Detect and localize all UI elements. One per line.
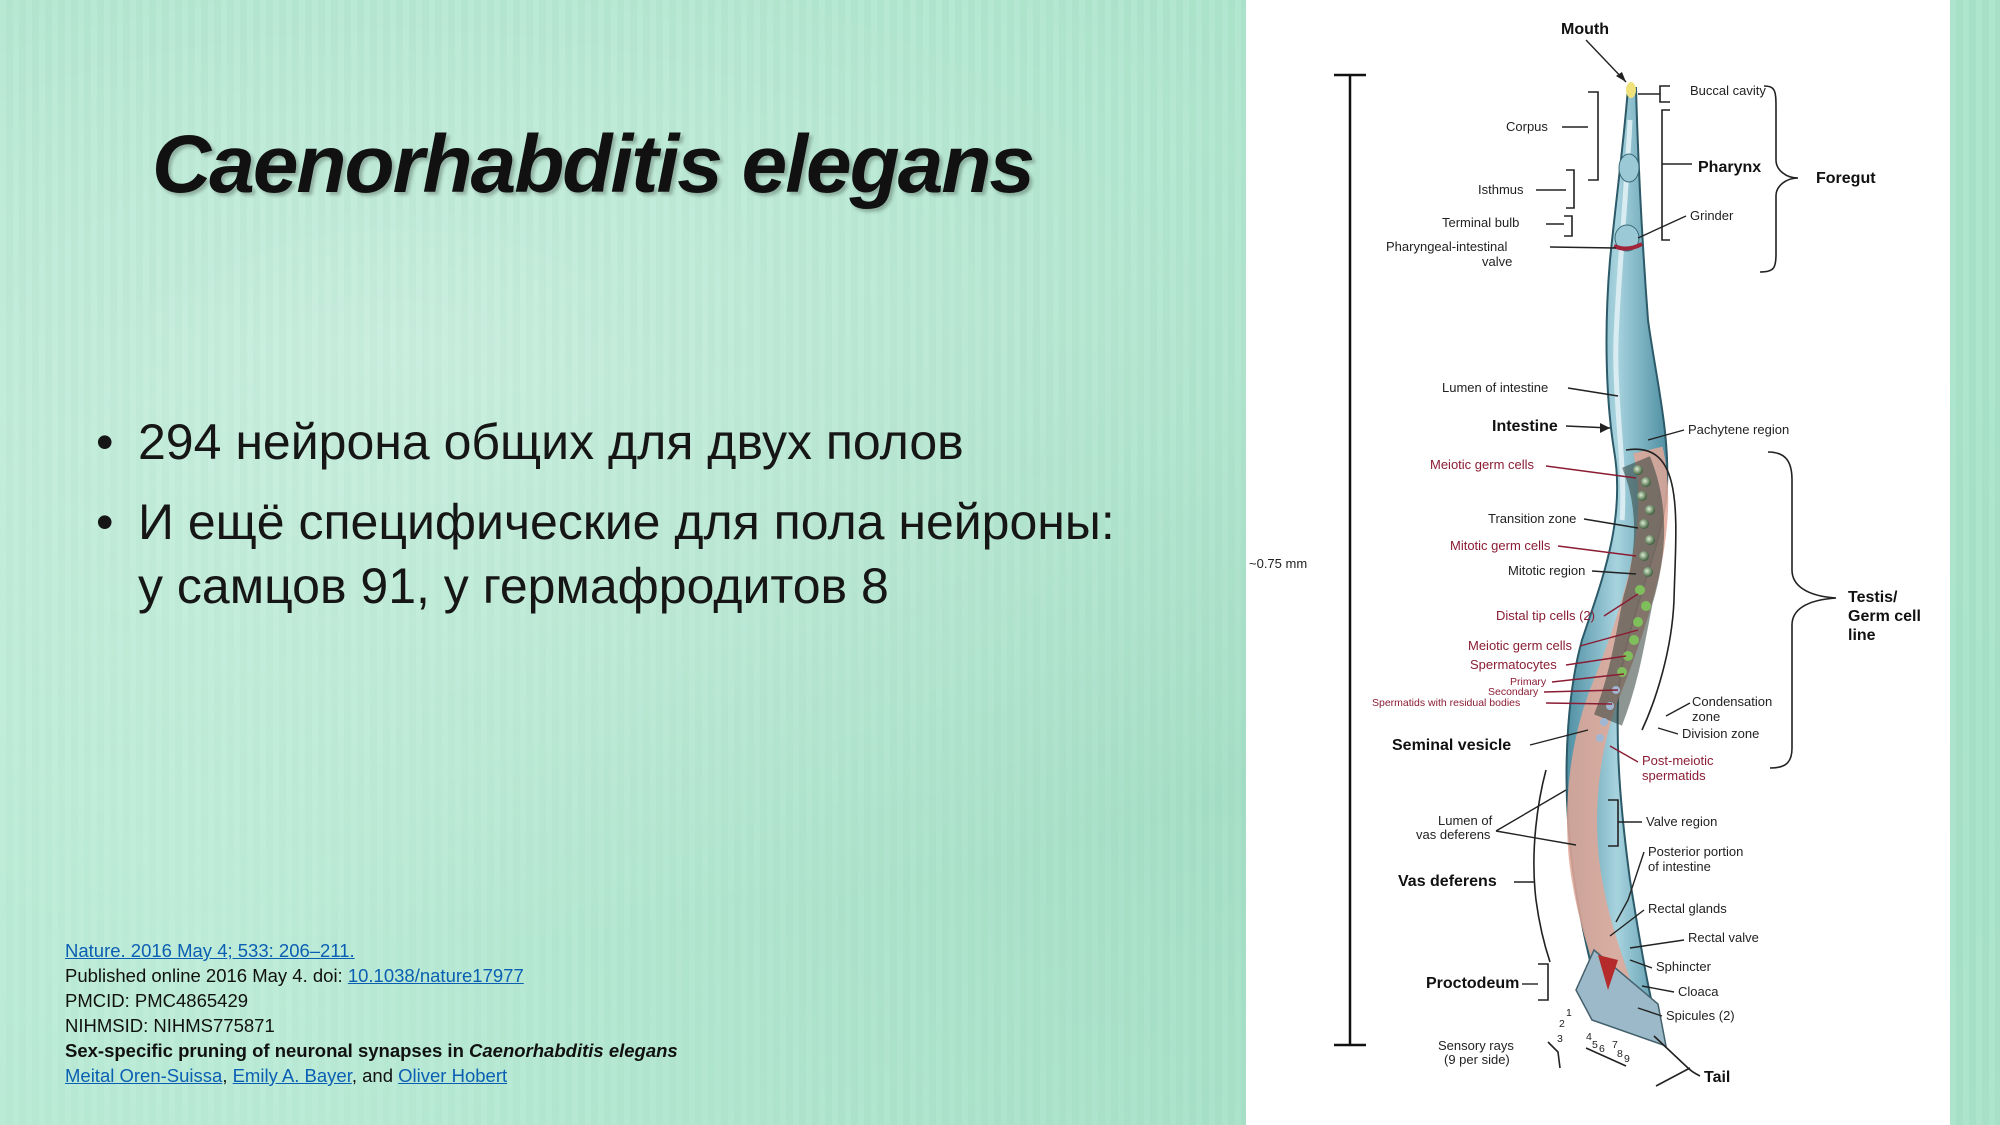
svg-text:Meiotic germ cells: Meiotic germ cells bbox=[1430, 457, 1535, 472]
svg-text:Proctodeum: Proctodeum bbox=[1426, 975, 1520, 992]
label-corpus bbox=[1506, 92, 1598, 180]
svg-text:Meiotic germ cells: Meiotic germ cells bbox=[1468, 638, 1573, 653]
label-testis bbox=[1768, 452, 1921, 768]
journal-link[interactable]: Nature. 2016 May 4; 533: 206–211. bbox=[65, 940, 355, 961]
label-terminal-bulb bbox=[1442, 215, 1572, 236]
label-cloaca bbox=[1642, 984, 1719, 999]
svg-text:Cloaca: Cloaca bbox=[1678, 984, 1719, 999]
svg-text:Corpus: Corpus bbox=[1506, 119, 1548, 134]
svg-text:Foregut: Foregut bbox=[1816, 170, 1876, 187]
bullet-item bbox=[96, 410, 1246, 474]
svg-text:Condensation: Condensation bbox=[1692, 694, 1773, 709]
bullet-text-line2: у самцов 91, у гермафродитов 8 bbox=[138, 558, 889, 614]
label-mouth bbox=[1561, 21, 1626, 82]
svg-text:Distal tip cells (2): Distal tip cells (2) bbox=[1496, 608, 1595, 623]
svg-text:Rectal glands: Rectal glands bbox=[1648, 901, 1727, 916]
svg-text:zone: zone bbox=[1692, 709, 1721, 724]
reference-block bbox=[65, 938, 678, 1088]
svg-text:Tail: Tail bbox=[1704, 1069, 1731, 1086]
svg-text:(9 per side): (9 per side) bbox=[1444, 1052, 1510, 1067]
label-meiotic-1 bbox=[1430, 457, 1636, 478]
label-isthmus bbox=[1478, 170, 1574, 208]
svg-text:spermatids: spermatids bbox=[1642, 768, 1706, 783]
anatomy-figure-panel bbox=[1246, 0, 1950, 1125]
svg-text:valve: valve bbox=[1482, 254, 1513, 269]
svg-text:Buccal cavity: Buccal cavity bbox=[1690, 83, 1766, 98]
svg-text:Vas deferens: Vas deferens bbox=[1398, 873, 1497, 890]
svg-text:Seminal vesicle: Seminal vesicle bbox=[1392, 737, 1512, 754]
svg-text:Grinder: Grinder bbox=[1690, 208, 1734, 223]
label-division bbox=[1658, 726, 1759, 741]
svg-text:8: 8 bbox=[1617, 1048, 1623, 1060]
label-seminal bbox=[1392, 730, 1588, 754]
svg-text:6: 6 bbox=[1599, 1043, 1605, 1055]
svg-text:Valve region: Valve region bbox=[1646, 814, 1718, 829]
svg-text:Posterior portion: Posterior portion bbox=[1648, 844, 1744, 859]
label-proctodeum bbox=[1426, 964, 1548, 1000]
svg-text:Germ cell: Germ cell bbox=[1848, 608, 1921, 625]
svg-text:Spermatocytes: Spermatocytes bbox=[1470, 657, 1557, 672]
svg-text:Secondary: Secondary bbox=[1488, 686, 1539, 698]
svg-text:1: 1 bbox=[1566, 1007, 1572, 1019]
label-buccal bbox=[1638, 83, 1766, 102]
svg-text:9: 9 bbox=[1624, 1053, 1630, 1065]
buccal-tip bbox=[1626, 82, 1636, 98]
svg-text:Transition zone: Transition zone bbox=[1488, 511, 1577, 526]
svg-text:Mitotic region: Mitotic region bbox=[1508, 563, 1586, 578]
label-pi-valve bbox=[1386, 239, 1616, 269]
svg-text:Rectal valve: Rectal valve bbox=[1688, 930, 1759, 945]
svg-text:Spermatids with residual bodie: Spermatids with residual bodies bbox=[1372, 697, 1521, 709]
svg-text:Post-meiotic: Post-meiotic bbox=[1642, 753, 1714, 768]
scale-bar bbox=[1248, 75, 1366, 1045]
svg-text:Mouth: Mouth bbox=[1561, 21, 1609, 38]
svg-text:Pharynx: Pharynx bbox=[1698, 159, 1762, 176]
svg-text:3: 3 bbox=[1557, 1033, 1563, 1045]
authors: Meital Oren-Suissa, Emily A. Bayer, and Oliver Hobert bbox=[65, 1065, 508, 1086]
svg-text:Testis/: Testis/ bbox=[1848, 589, 1898, 606]
label-lumen-intestine bbox=[1442, 380, 1618, 396]
author-link[interactable]: Meital Oren-Suissa bbox=[65, 1065, 223, 1086]
bullet-text: 294 нейрона общих для двух полов bbox=[138, 414, 964, 470]
doi-link[interactable]: 10.1038/nature17977 bbox=[347, 965, 524, 986]
svg-text:Lumen of: Lumen of bbox=[1438, 813, 1493, 828]
label-grinder bbox=[1638, 208, 1734, 238]
article-title: Sex-specific pruning of neuronal synapses in Caenorhabditis elegans bbox=[65, 1040, 678, 1061]
svg-text:Pharyngeal-intestinal: Pharyngeal-intestinal bbox=[1386, 239, 1508, 254]
svg-text:vas deferens: vas deferens bbox=[1416, 827, 1491, 842]
svg-text:2: 2 bbox=[1559, 1018, 1565, 1030]
author-link[interactable]: Emily A. Bayer bbox=[232, 1065, 352, 1086]
svg-text:Sensory rays: Sensory rays bbox=[1438, 1038, 1514, 1053]
label-postmeiotic bbox=[1610, 746, 1714, 783]
svg-text:5: 5 bbox=[1592, 1039, 1598, 1051]
bullet-list bbox=[96, 410, 1246, 634]
svg-text:Pachytene region: Pachytene region bbox=[1688, 422, 1790, 437]
svg-text:line: line bbox=[1848, 627, 1876, 644]
label-intestine bbox=[1492, 418, 1610, 435]
label-condensation bbox=[1666, 694, 1772, 724]
male-worm-anatomy-diagram bbox=[1246, 0, 1950, 1125]
svg-text:4: 4 bbox=[1586, 1031, 1592, 1043]
svg-text:Mitotic germ cells: Mitotic germ cells bbox=[1450, 538, 1551, 553]
bullet-text: И ещё специфические для пола нейроны: bbox=[138, 494, 1115, 550]
svg-text:Isthmus: Isthmus bbox=[1478, 182, 1524, 197]
svg-text:Sphincter: Sphincter bbox=[1656, 959, 1711, 974]
svg-text:Spicules (2): Spicules (2) bbox=[1666, 1008, 1735, 1023]
label-foregut bbox=[1760, 86, 1876, 272]
label-rectal-valve bbox=[1630, 930, 1759, 948]
label-vas-deferens bbox=[1398, 770, 1550, 962]
svg-text:Primary: Primary bbox=[1510, 676, 1547, 688]
bullet-item bbox=[96, 490, 1246, 618]
author-link[interactable]: Oliver Hobert bbox=[398, 1065, 508, 1086]
svg-text:Division zone: Division zone bbox=[1682, 726, 1760, 741]
label-lumen-vas bbox=[1416, 790, 1576, 845]
slide-title: Caenorhabditis elegans bbox=[152, 119, 1034, 210]
svg-text:Terminal bulb: Terminal bulb bbox=[1442, 215, 1520, 230]
published-text: Published online 2016 May 4. doi: bbox=[65, 965, 348, 986]
scale-label: ~0.75 mm bbox=[1249, 556, 1308, 571]
svg-text:Intestine: Intestine bbox=[1492, 418, 1558, 435]
svg-text:7: 7 bbox=[1612, 1039, 1618, 1051]
svg-text:of intestine: of intestine bbox=[1648, 859, 1711, 874]
label-pachytene bbox=[1648, 422, 1789, 440]
pmcid-text: PMCID: PMC4865429 bbox=[65, 990, 249, 1011]
article-title-species: Caenorhabditis elegans bbox=[469, 1040, 678, 1061]
nihmsid-text: NIHMSID: NIHMS775871 bbox=[65, 1015, 275, 1036]
svg-text:Lumen of intestine: Lumen of intestine bbox=[1442, 380, 1549, 395]
